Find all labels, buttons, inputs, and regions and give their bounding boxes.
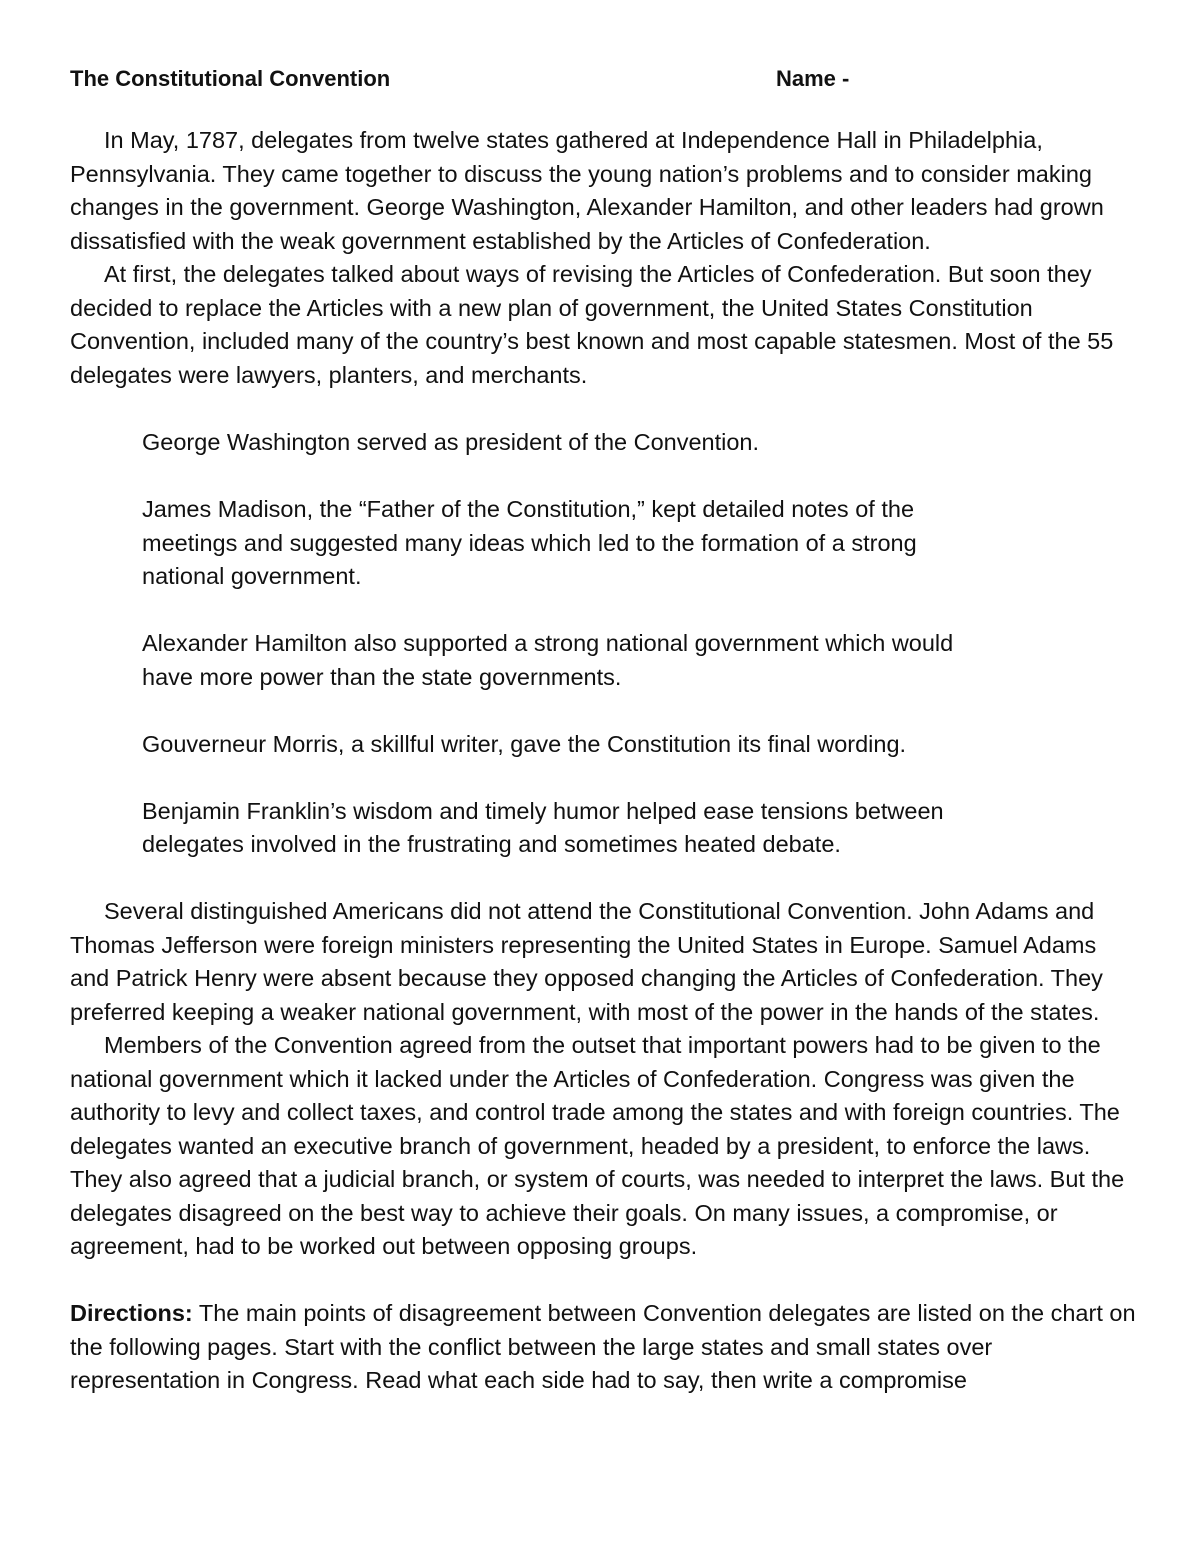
directions-text: The main points of disagreement between Convention delegates are listed on the chart on the following pages. Start with the conflict between the large states and small states over representation in Congress. Read what each side had to say, then write a compromise	[70, 1300, 1136, 1393]
body-paragraph-2: Members of the Convention agreed from the outset that important powers had to be given to the national government which it lacked under the Articles of Confederation. Congress was given the authority to levy and collect taxes, and control trade among the states and with foreign countries. The delegates wanted an executive branch of government, headed by a president, to enforce the laws. They also agreed that a judicial branch, or system of courts, was needed to interpret the laws. But the delegates disagreed on the best way to achieve their goals. On many issues, a compromise, or agreement, had to be worked out between opposing groups.	[70, 1032, 1125, 1259]
delegate-washington: George Washington served as president of the Convention.	[142, 429, 760, 455]
document-header	[70, 62, 1140, 96]
delegate-morris: Gouverneur Morris, a skillful writer, gave the Constitution its final wording.	[142, 730, 907, 757]
delegate-franklin: Benjamin Franklin’s wisdom and timely humor helped ease tensions between delegates involved in the frustrating and sometimes heated debate.	[142, 797, 944, 857]
body-paragraph-1: Several distinguished Americans did not attend the Constitutional Convention. John Adams and Thomas Jefferson were foreign ministers representing the United States in Europe. Samuel Adams and Patrick Henry were absent because they opposed changing the Articles of Confederation. They preferred keeping a weaker national government, with most of the power in the hands of the states.	[70, 898, 1103, 1025]
document-page	[70, 62, 1140, 1398]
intro-paragraph-2: At first, the delegates talked about ways of revising the Articles of Confederation. But soon they decided to replace the Articles with a new plan of government, the United States Constitution Convention, included many of the country’s best known and most capable statesmen. Most of the 55 delegates were lawyers, planters, and merchants.	[70, 261, 1114, 388]
delegate-madison: James Madison, the “Father of the Constitution,” kept detailed notes of the meetings and suggested many ideas which led to the formation of a strong national government.	[142, 496, 917, 589]
document-title: The Constitutional Convention	[70, 66, 391, 91]
delegate-hamilton: Alexander Hamilton also supported a strong national government which would have more power than the state governments.	[142, 630, 954, 690]
name-label: Name -	[776, 66, 850, 91]
delegates-list	[142, 426, 1002, 862]
directions-label: Directions:	[70, 1300, 193, 1326]
intro-paragraph-1: In May, 1787, delegates from twelve states gathered at Independence Hall in Philadelphia, Pennsylvania. They came together to discuss the young nation’s problems and to consider making changes in the government. George Washington, Alexander Hamilton, and other leaders had grown dissatisfied with the weak government established by the Articles of Confederation.	[70, 127, 1104, 254]
directions-paragraph	[70, 1297, 1140, 1398]
